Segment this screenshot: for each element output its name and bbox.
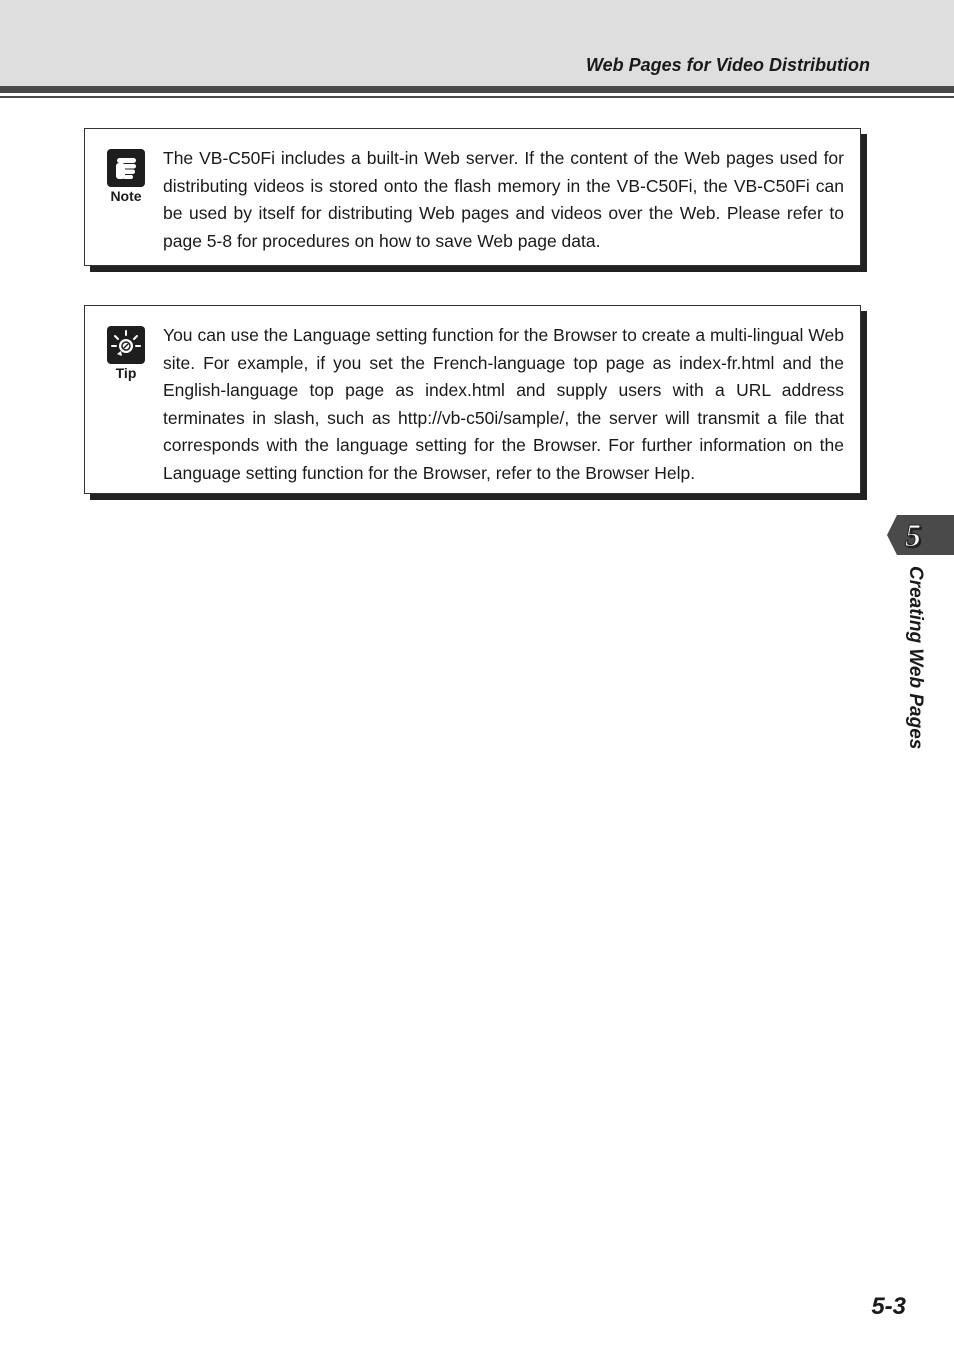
chapter-tab	[897, 515, 954, 555]
tip-text: You can use the Language setting function for the Browser to create a multi-lingual Web site. For example, if you set the French-language top page as index-fr.html and the English-language top page as index.html and supply users with a URL address terminates in slash, such as http://vb-c50i/sample/, the server will transmit a file that corresponds with the language setting for the Browser. For further information on the Language setting function for the Browser, refer to the Browser Help.	[163, 325, 844, 483]
chapter-number: 5	[905, 517, 921, 553]
running-header-title: Web Pages for Video Distribution	[585, 55, 870, 75]
note-box	[84, 128, 861, 266]
header-rule-thick	[0, 86, 954, 93]
tip-icon-block	[105, 326, 147, 381]
pointing-hand-icon	[107, 149, 145, 187]
tip-box	[84, 305, 861, 494]
page-number: 5-3	[871, 1293, 906, 1320]
note-label: Note	[110, 188, 142, 204]
chapter-side-title: Creating Web Pages	[905, 566, 926, 750]
tip-label: Tip	[115, 365, 137, 381]
note-icon-block	[105, 149, 147, 204]
note-text: The VB-C50Fi includes a built-in Web server. If the content of the Web pages used for distributing videos is stored onto the flash memory in the VB-C50Fi, the VB-C50Fi can be used by itself for distributing Web pages and videos over the Web. Please refer to page 5-8 for procedures on how to save Web page data.	[163, 148, 844, 251]
lightbulb-icon	[107, 326, 145, 364]
header-rule-thin	[0, 96, 954, 98]
